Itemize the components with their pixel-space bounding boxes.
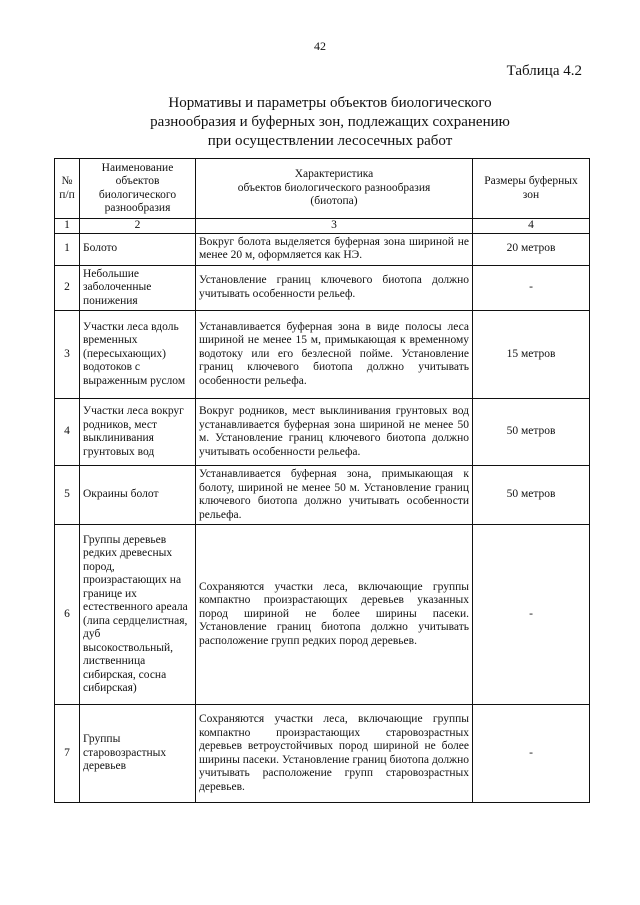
object-description: Устанавливается буферная зона, примыкающая к болоту, шириной не менее 50 м. Установление границ ключевого биотопа должно учитывать особенности рельефа. — [196, 466, 473, 525]
table-row — [55, 233, 590, 265]
buffer-size: 15 метров — [473, 311, 590, 399]
buffer-size: 50 метров — [473, 399, 590, 466]
table-row — [55, 525, 590, 705]
table-label: Таблица 4.2 — [506, 63, 582, 79]
object-description: Установление границ ключевого биотопа должно учитывать особенности рельеф. — [196, 265, 473, 311]
header-size: Размеры буферных зон — [473, 159, 590, 219]
row-number: 1 — [55, 233, 80, 265]
column-number: 2 — [80, 219, 196, 234]
buffer-size: - — [473, 705, 590, 803]
header-desc: Характеристика объектов биологического разнообразия (биотопа) — [196, 159, 473, 219]
object-name: Участки леса вокруг родников, мест выклинивания грунтовых вод — [80, 399, 196, 466]
row-number: 5 — [55, 466, 80, 525]
header-name: Наименование объектов биологического разнообразия — [80, 159, 196, 219]
buffer-size: - — [473, 525, 590, 705]
object-name: Группы старовозрастных деревьев — [80, 705, 196, 803]
row-number: 3 — [55, 311, 80, 399]
buffer-size: - — [473, 265, 590, 311]
object-name: Окраины болот — [80, 466, 196, 525]
column-number: 3 — [196, 219, 473, 234]
row-number: 2 — [55, 265, 80, 311]
column-number: 1 — [55, 219, 80, 234]
object-description: Вокруг родников, мест выклинивания грунтовых вод устанавливается буферная зона шириной не менее 50 м. Установление границ ключевого биотопа должно учитывать особенности рельефа. — [196, 399, 473, 466]
row-number: 4 — [55, 399, 80, 466]
table-row — [55, 399, 590, 466]
object-name: Участки леса вдоль временных (пересыхающих) водотоков с выраженным руслом — [80, 311, 196, 399]
row-number: 6 — [55, 525, 80, 705]
buffer-size: 20 метров — [473, 233, 590, 265]
page-number: 42 — [314, 39, 326, 53]
table-body — [55, 219, 590, 803]
column-number-row — [55, 219, 590, 234]
table-row — [55, 311, 590, 399]
object-description: Вокруг болота выделяется буферная зона шириной не менее 20 м, оформляется как НЭ. — [196, 233, 473, 265]
buffer-size: 50 метров — [473, 466, 590, 525]
table-row — [55, 466, 590, 525]
table-row — [55, 705, 590, 803]
table-row — [55, 265, 590, 311]
header-num: № п/п — [55, 159, 80, 219]
object-description: Сохраняются участки леса, включающие группы компактно произрастающих деревьев указанных пород шириной не более ширины пасеки. Установление границ биотопа должно учитывать расположение групп редких пород деревьев. — [196, 525, 473, 705]
object-name: Болото — [80, 233, 196, 265]
row-number: 7 — [55, 705, 80, 803]
document-title: Нормативы и параметры объектов биологического разнообразия и буферных зон, подлежащих сохранению при осуществлении лесосечных работ — [150, 95, 510, 149]
object-description: Устанавливается буферная зона в виде полосы леса шириной не менее 15 м, примыкающая к временному водотоку или его безлесной пойме. Установление границ ключевого биотопа должно учитывать особенности рельефа. — [196, 311, 473, 399]
object-name: Небольшие заболоченные понижения — [80, 265, 196, 311]
object-name: Группы деревьев редких древесных пород, произрастающих на границе их естественного ареала (липа сердцелистная, дуб высокоствольный, лиственница сибирская, сосна сибирская) — [80, 525, 196, 705]
biodiversity-table — [54, 158, 590, 803]
column-number: 4 — [473, 219, 590, 234]
object-description: Сохраняются участки леса, включающие группы компактно произрастающих старовозрастных деревьев ветроустойчивых пород шириной не более ширины пасеки. Установление границ биотопа должно учитывать расположение групп старовозрастных деревьев. — [196, 705, 473, 803]
